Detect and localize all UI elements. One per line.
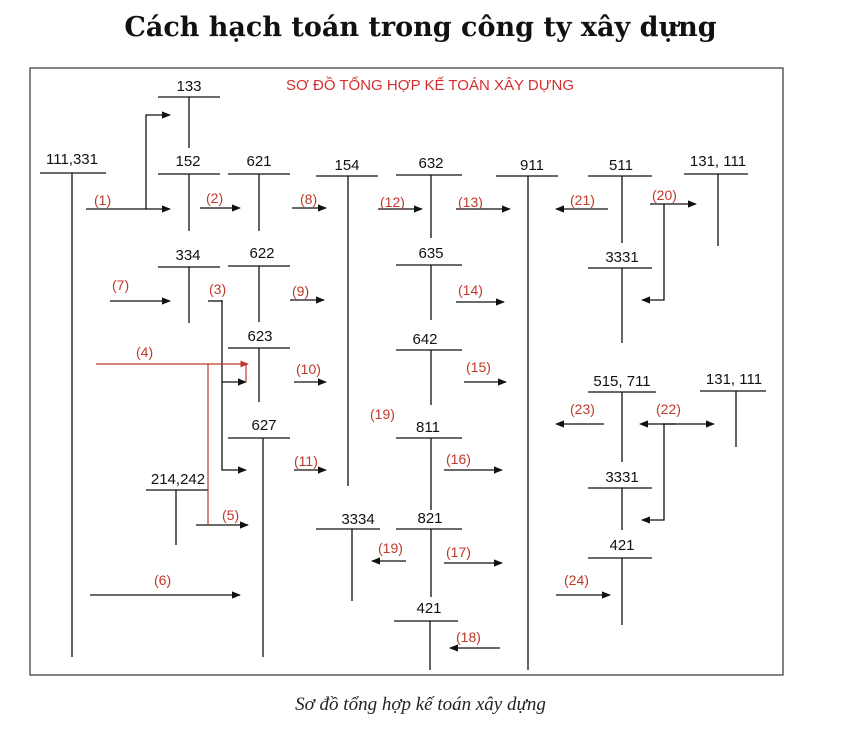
step-17: (17) <box>446 544 471 560</box>
step-4: (4) <box>136 344 154 360</box>
account-154: 154 <box>334 157 360 174</box>
step-2: (2) <box>206 190 224 206</box>
step-21: (21) <box>570 192 595 208</box>
arrow-22-to-3331 <box>642 424 664 520</box>
step-18: (18) <box>456 629 481 645</box>
step-10: (10) <box>296 361 321 377</box>
account-421-bottom: 421 <box>416 600 442 617</box>
diagram-title: SƠ ĐỒ TỔNG HỢP KẾ TOÁN XÂY DỰNG <box>285 77 575 94</box>
step-16: (16) <box>446 451 471 467</box>
account-623: 623 <box>247 328 273 345</box>
account-133: 133 <box>176 78 202 95</box>
step-6: (6) <box>154 572 172 588</box>
arrow-20-to-3331 <box>642 204 664 300</box>
account-632: 632 <box>418 155 444 172</box>
step-19-top: (19) <box>370 406 395 422</box>
diagram-frame <box>30 68 783 675</box>
arrow-1-to-133 <box>146 115 170 209</box>
step-7: (7) <box>112 277 130 293</box>
account-627: 627 <box>251 417 277 434</box>
step-22: (22) <box>656 401 681 417</box>
step-20: (20) <box>652 187 677 203</box>
step-8: (8) <box>300 191 318 207</box>
step-15: (15) <box>466 359 491 375</box>
step-14: (14) <box>458 282 483 298</box>
step-19-bottom: (19) <box>378 540 403 556</box>
t-accounts <box>40 97 766 670</box>
account-111-331: 111,331 <box>46 151 98 168</box>
account-152: 152 <box>175 153 201 170</box>
step-1: (1) <box>94 192 112 208</box>
step-13: (13) <box>458 194 483 210</box>
step-5: (5) <box>222 507 240 523</box>
step-23: (23) <box>570 401 595 417</box>
account-131-111-top: 131, 111 <box>689 153 747 170</box>
step-3: (3) <box>209 281 227 297</box>
step-12: (12) <box>380 194 405 210</box>
step-11: (11) <box>294 453 318 469</box>
account-214-242: 214,242 <box>150 471 206 488</box>
account-811: 811 <box>416 419 440 436</box>
account-642: 642 <box>412 331 438 348</box>
page-title: Cách hạch toán trong công ty xây dựng <box>124 12 717 43</box>
step-24: (24) <box>564 572 589 588</box>
account-131-111-mid: 131, 111 <box>705 371 763 388</box>
account-911: 911 <box>520 157 544 174</box>
figure-caption: Sơ đồ tổng hợp kế toán xây dựng <box>295 694 546 715</box>
account-621: 621 <box>246 153 272 170</box>
account-334: 334 <box>175 247 201 264</box>
account-421-right: 421 <box>609 537 635 554</box>
step-9: (9) <box>292 283 310 299</box>
account-3334: 3334 <box>341 511 375 528</box>
account-821: 821 <box>417 510 443 527</box>
account-511: 511 <box>609 157 633 174</box>
account-3331-bottom: 3331 <box>605 469 639 486</box>
account-635: 635 <box>418 245 444 262</box>
account-515-711: 515, 711 <box>593 373 651 390</box>
account-622: 622 <box>249 245 275 262</box>
account-3331-top: 3331 <box>605 249 639 266</box>
arrow-3-path <box>222 300 246 470</box>
